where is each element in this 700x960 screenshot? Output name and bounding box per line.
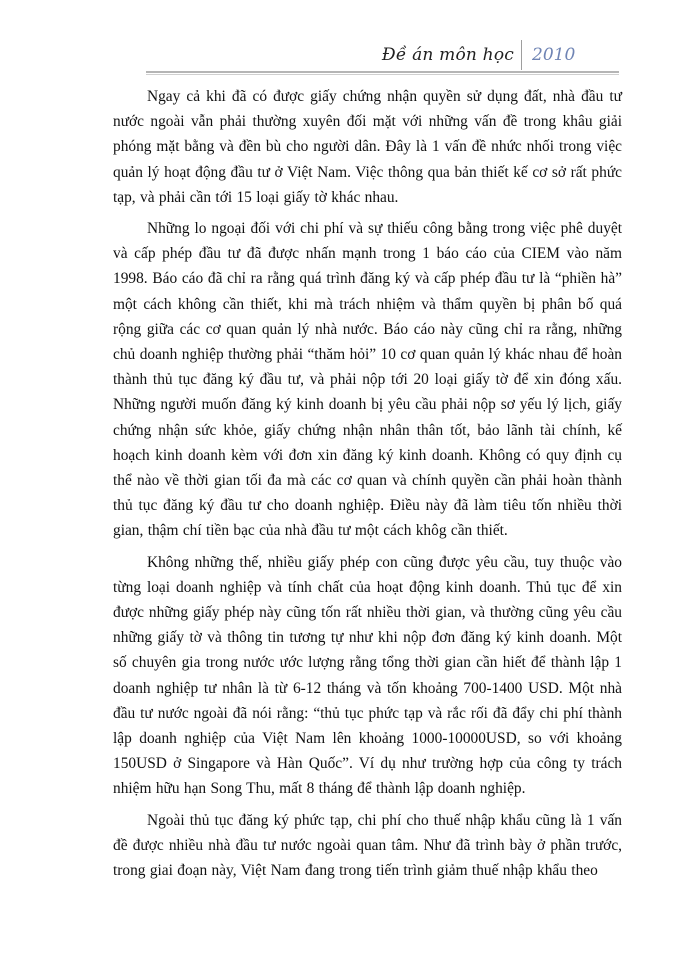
paragraph-4: Ngoài thủ tục đăng ký phức tạp, chi phí cho thuế nhập khẩu cũng là 1 vấn đề được nhiều nhà đầu tư nước ngoài quan tâm. Như đã trình bày ở phần trước, trong giai đoạn này, Việt Nam đang trong tiến trình giảm thuế nhập khẩu theo [113,811,622,880]
header-rule [146,71,619,73]
header-separator [521,40,522,70]
document-year: 2010 [532,45,576,65]
document-title: Đề án môn học [381,45,514,65]
paragraph-3: Không những thế, nhiều giấy phép con cũng được yêu cầu, tuy thuộc vào từng loại doanh nghiệp và tính chất của hoạt động kinh doanh. Thủ tục để xin được những giấy phép này cũng tốn rất nhiều thời gian, và thường cũng yêu cầu những giấy tờ và thông tin tương tự như khi nộp đơn đăng ký kinh doanh. Một số chuyên gia trong nước ước lượng rằng tổng thời gian cần hiết để thành lập 1 doanh nghiệp tư nhân là từ 6-12 tháng và tốn khoảng 700-1400 USD. Một nhà đầu tư nước ngoài đã nói rằng: “thủ tục phức tạp và rắc rối đã đẩy chi phí thành lập doanh nghiệp của Việt Nam lên khoảng 1000-10000USD, so với khoảng 150USD ở Singapore và Hàn Quốc”. Ví dụ như trường hợp của công ty trách nhiệm hữu hạn Song Thu, mất 8 tháng để thành lập doanh nghiệp. [113,553,622,798]
page-body [113,84,622,889]
paragraph-1: Ngay cả khi đã có được giấy chứng nhận quyền sử dụng đất, nhà đầu tư nước ngoài vẫn phải thường xuyên đối mặt với những vấn đề trong khâu giải phóng mặt bằng và đền bù cho người dân. Đây là 1 vấn đề nhức nhối trong việc quản lý hoạt động đầu tư ở Việt Nam. Việc thông qua bản thiết kế cơ sở rất phức tạp, và phải cần tới 15 loại giấy tờ khác nhau. [113,88,622,206]
header-rule-thin [146,74,619,75]
paragraph-2: Những lo ngoại đối với chi phí và sự thiếu công bằng trong việc phê duyệt và cấp phép đầu tư đã được nhấn mạnh trong 1 báo cáo của CIEM vào năm 1998. Báo cáo đã chỉ ra rằng quá trình đăng ký và cấp phép đầu tư là “phiền hà” một cách không cần thiết, khi mà trách nhiệm và thẩm quyền bị phân bố quá rộng giữa các cơ quan quản lý nhà nước. Báo cáo này cũng chỉ ra rằng, những chủ doanh nghiệp thường phải “thăm hỏi” 10 cơ quan quản lý khác nhau để hoàn thành thủ tục đăng ký đầu tư, và phải nộp tới 20 loại giấy tờ để xin đóng xấu. Những người muốn đăng ký kinh doanh bị yêu cầu phải nộp sơ yếu lý lịch, giấy chứng nhận sức khỏe, giấy chứng nhận nhân thân tốt, bảo lãnh tài chính, kế hoạch kinh doanh kèm với đơn xin đăng ký kinh doanh. Không có quy định cụ thể nào về thời gian tối đa mà các cơ quan và chính quyền cần phải hoàn thành thủ tục đăng ký đầu tư cho doanh nghiệp. Điều này đã làm tiêu tốn nhiều thời gian, thậm chí tiền bạc của nhà đầu tư một cách khôg cần thiết. [113,220,622,540]
page-header [0,40,700,74]
